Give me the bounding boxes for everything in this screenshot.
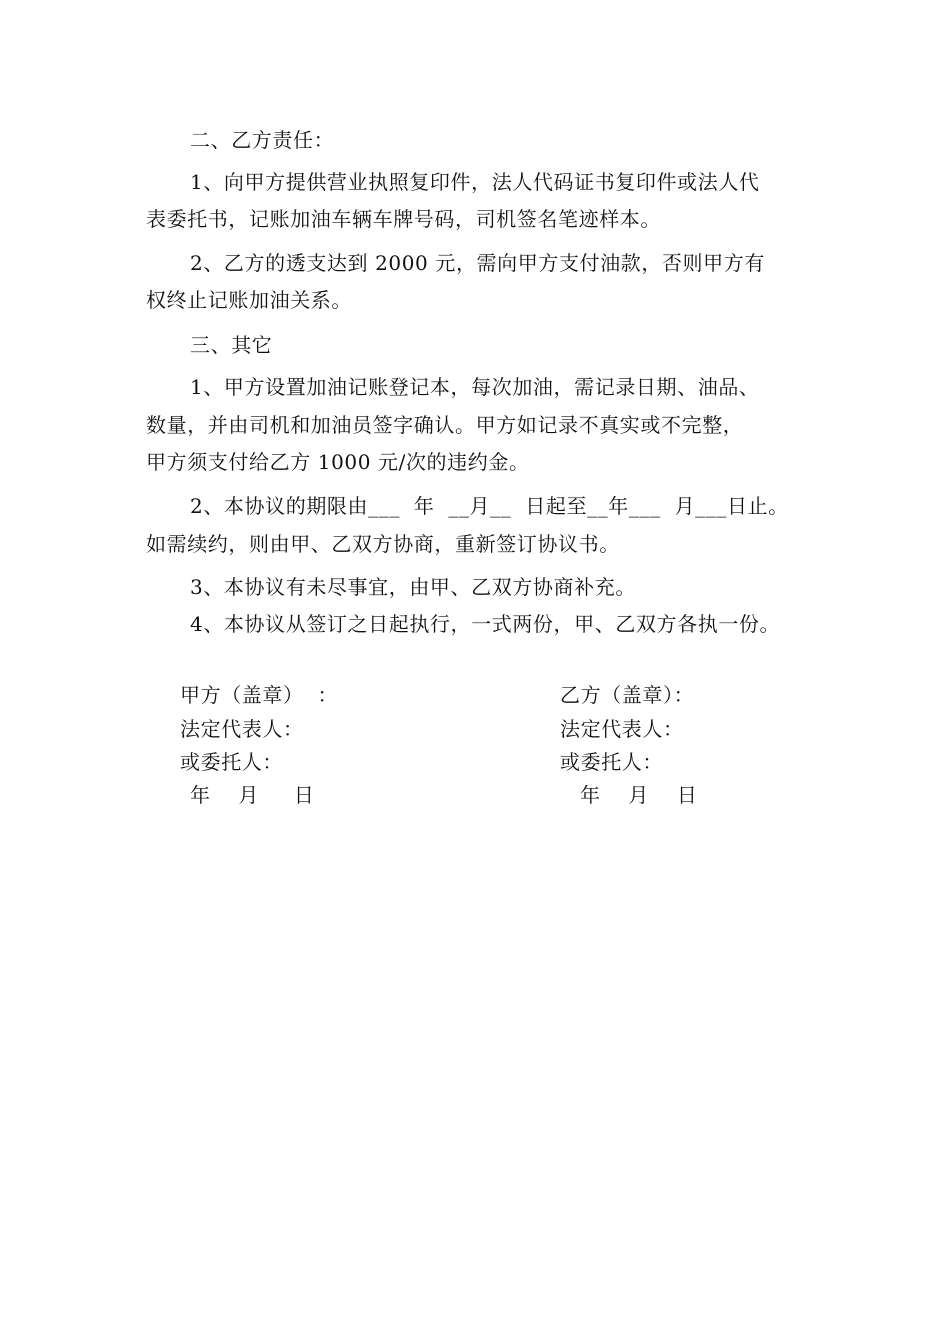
party-a-seal: 甲方（盖章） ： — [180, 683, 339, 707]
section3-item1-line1: 1、甲方设置加油记账登记本，每次加油，需记录日期、油品、 — [190, 375, 760, 399]
section2-item2-line2: 权终止记账加油关系。 — [146, 288, 352, 312]
party-b-seal: 乙方（盖章）： — [560, 683, 695, 707]
party-a-date: 年 月 日 — [190, 783, 315, 807]
party-a-agent: 或委托人： — [180, 750, 283, 774]
section3-item3: 3、本协议有未尽事宜，由甲、乙双方协商补充。 — [190, 575, 636, 599]
section2-item1-line2: 表委托书，记账加油车辆车牌号码，司机签名笔迹样本。 — [146, 207, 661, 231]
section3-item1-line2: 数量，并由司机和加油员签字确认。甲方如记录不真实或不完整， — [146, 413, 744, 437]
section3-item2-line2: 如需续约，则由甲、乙双方协商，重新签订协议书。 — [146, 532, 620, 556]
section3-item2-line1: 2、本协议的期限由___ 年 __月__ 日起至__年___ 月___日止。 — [190, 494, 789, 518]
section2-item2-line1: 2、乙方的透支达到 2000 元，需向甲方支付油款，否则甲方有 — [190, 251, 765, 275]
section3-heading: 三、其它 — [190, 333, 273, 357]
section3-item4: 4、本协议从签订之日起执行，一式两份，甲、乙双方各执一份。 — [190, 612, 781, 636]
party-b-representative: 法定代表人： — [560, 717, 684, 741]
section2-heading: 二、乙方责任： — [190, 128, 335, 152]
section2-item1-line1: 1、向甲方提供营业执照复印件，法人代码证书复印件或法人代 — [190, 170, 760, 194]
section3-item1-line3: 甲方须支付给乙方 1000 元/次的违约金。 — [146, 450, 530, 474]
party-a-representative: 法定代表人： — [180, 717, 304, 741]
party-b-date: 年 月 日 — [580, 783, 698, 807]
party-b-agent: 或委托人： — [560, 750, 663, 774]
